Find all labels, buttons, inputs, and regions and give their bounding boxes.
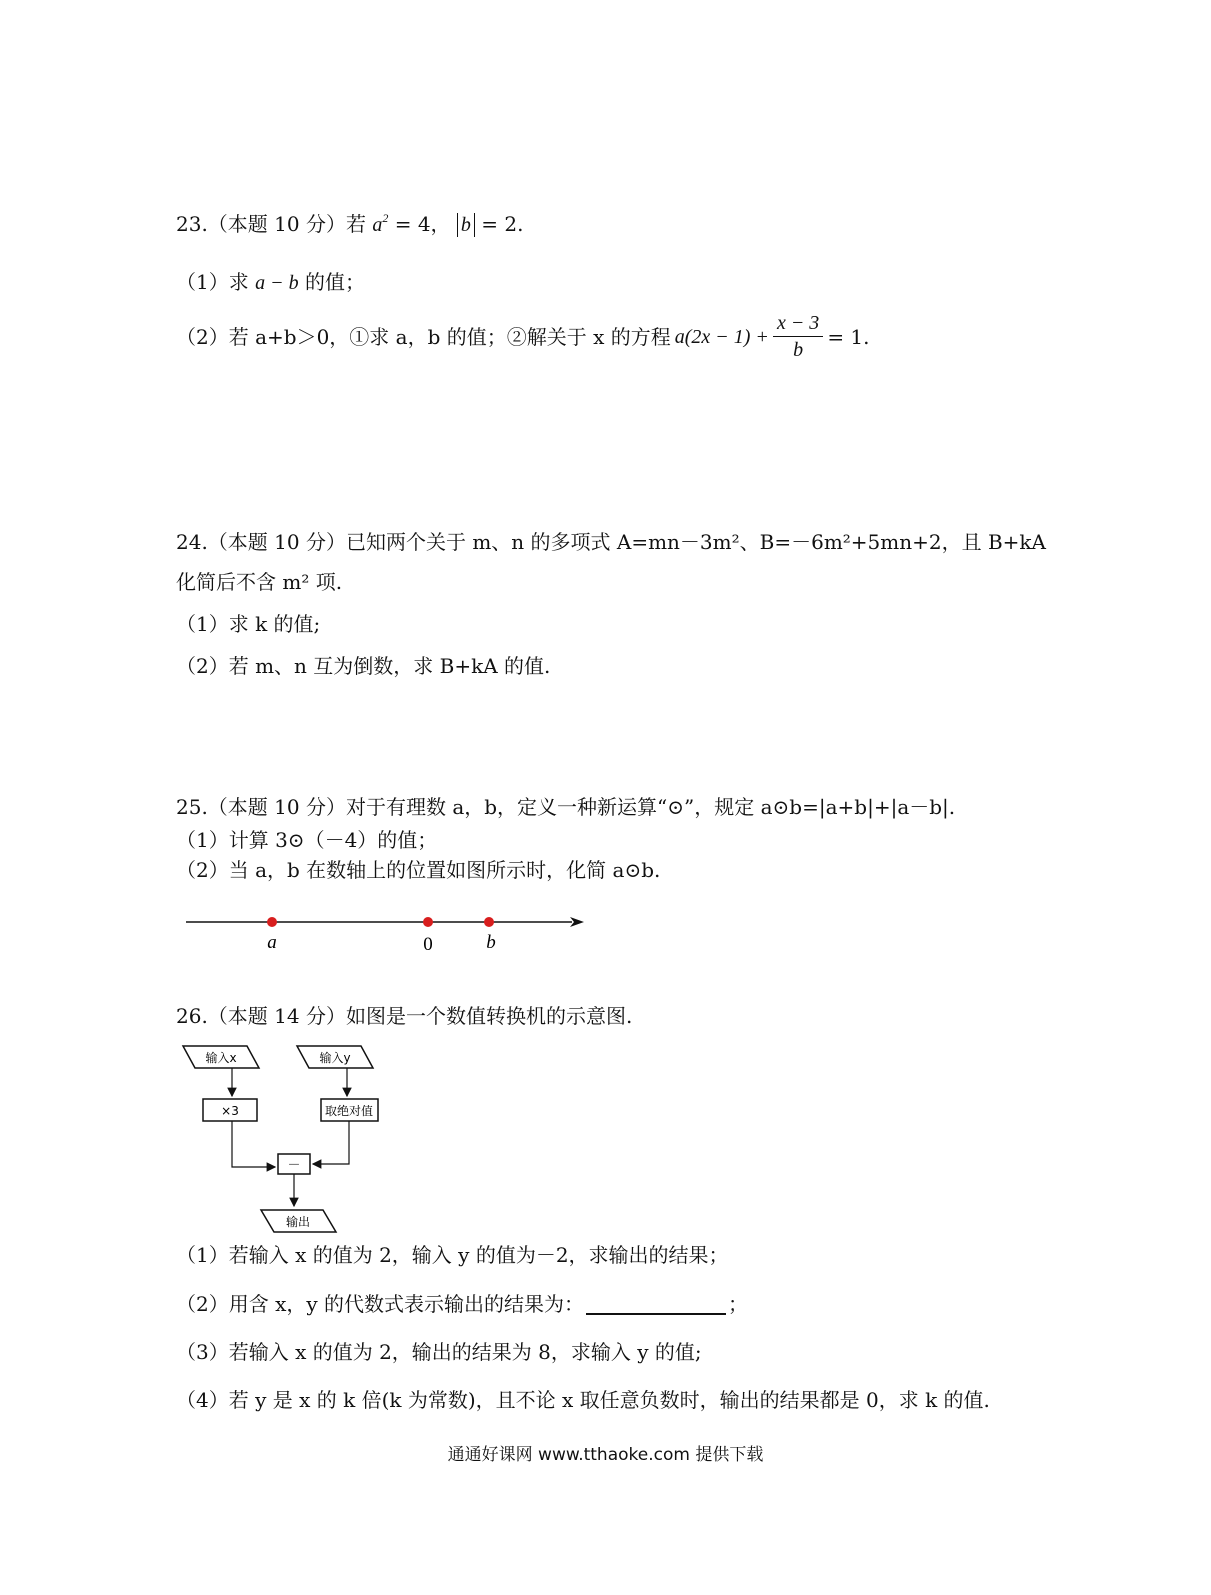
q23-sep: ，: [430, 212, 451, 236]
page-footer: 通通好课网 www.tthaoke.com 提供下载: [447, 1445, 764, 1465]
input-y-label: 输入y: [319, 1051, 351, 1065]
q23-p2-rhs: = 1: [827, 324, 864, 349]
q26-part1: （1）若输入 x 的值为 2，输入 y 的值为－2，求输出的结果；: [176, 1243, 729, 1267]
q23-p2-lhs: a(2x − 1) +: [674, 325, 769, 348]
point-b: [484, 917, 494, 927]
q23-fraction: [773, 310, 823, 363]
q23-a-var: $a^2$: [372, 211, 389, 236]
q23-part2: [176, 310, 870, 363]
q26-part3: （3）若输入 x 的值为 2，输出的结果为 8，求输入 y 的值;: [176, 1340, 702, 1364]
label-a: a: [267, 932, 277, 953]
times3-label: ×3: [221, 1104, 239, 1118]
answer-blank[interactable]: [586, 1291, 726, 1315]
minus-label: －: [287, 1158, 301, 1173]
q26-part2: [176, 1290, 748, 1318]
q23-p2-text: （2）若 a+b＞0，①求 a，b 的值；②解关于 x 的方程: [176, 324, 671, 349]
q23-eq2-rhs: = 2: [481, 212, 518, 236]
label-zero: 0: [423, 934, 433, 955]
q23-end: .: [517, 212, 524, 236]
q25-part1: （1）计算 3⊙（－4）的值；: [176, 828, 438, 852]
q23-line1: [176, 210, 523, 239]
absval-label: 取绝对值: [324, 1104, 374, 1118]
q25-line1: 25.（本题 10 分）对于有理数 a，b，定义一种新运算“⊙”，规定 a⊙b=|a+b|+|a－b|.: [176, 795, 956, 819]
q26-p2-text: （2）用含 x，y 的代数式表示输出的结果为：: [176, 1292, 585, 1316]
arrow-x-to-minus: [232, 1121, 275, 1167]
q23-header: 23.（本题 10 分）若: [176, 212, 366, 236]
number-line: [180, 905, 600, 965]
q24-line2: 化简后不含 m² 项.: [176, 570, 343, 594]
q23-frac-num: x − 3: [773, 310, 823, 337]
q23-p1-suffix: 的值；: [304, 270, 365, 294]
q23-frac-den: b: [793, 339, 804, 361]
q23-p2-end: .: [863, 324, 870, 349]
number-line-arrow: [570, 917, 584, 927]
flowchart: [175, 1040, 395, 1240]
output-label: 输出: [285, 1215, 311, 1229]
q24-part2: （2）若 m、n 互为倒数，求 B+kA 的值.: [176, 654, 551, 678]
q24-part1: （1）求 k 的值;: [176, 612, 321, 636]
arrow-y-to-minus: [313, 1121, 349, 1164]
point-zero: [423, 917, 433, 927]
q23-eq1-rhs: = 4: [394, 212, 431, 236]
q23-abs-b: b: [457, 213, 475, 237]
input-x-label: 输入x: [205, 1051, 237, 1065]
label-b: b: [486, 932, 496, 953]
q26-p2-end: ；: [728, 1292, 749, 1316]
point-a: [267, 917, 277, 927]
q23-p1-expr: a − b: [255, 272, 299, 294]
q23-part1: [176, 268, 365, 297]
q24-line1: 24.（本题 10 分）已知两个关于 m、n 的多项式 A=mn－3m²、B=－6m²+5mn+2，且 B+kA: [176, 530, 1046, 554]
q26-line1: 26.（本题 14 分）如图是一个数值转换机的示意图.: [176, 1004, 633, 1028]
q23-p1-prefix: （1）求: [176, 270, 249, 294]
q26-part4: （4）若 y 是 x 的 k 倍(k 为常数)，且不论 x 取任意负数时，输出的结果都是 0，求 k 的值.: [176, 1388, 990, 1412]
q25-part2: （2）当 a，b 在数轴上的位置如图所示时，化简 a⊙b.: [176, 858, 661, 882]
